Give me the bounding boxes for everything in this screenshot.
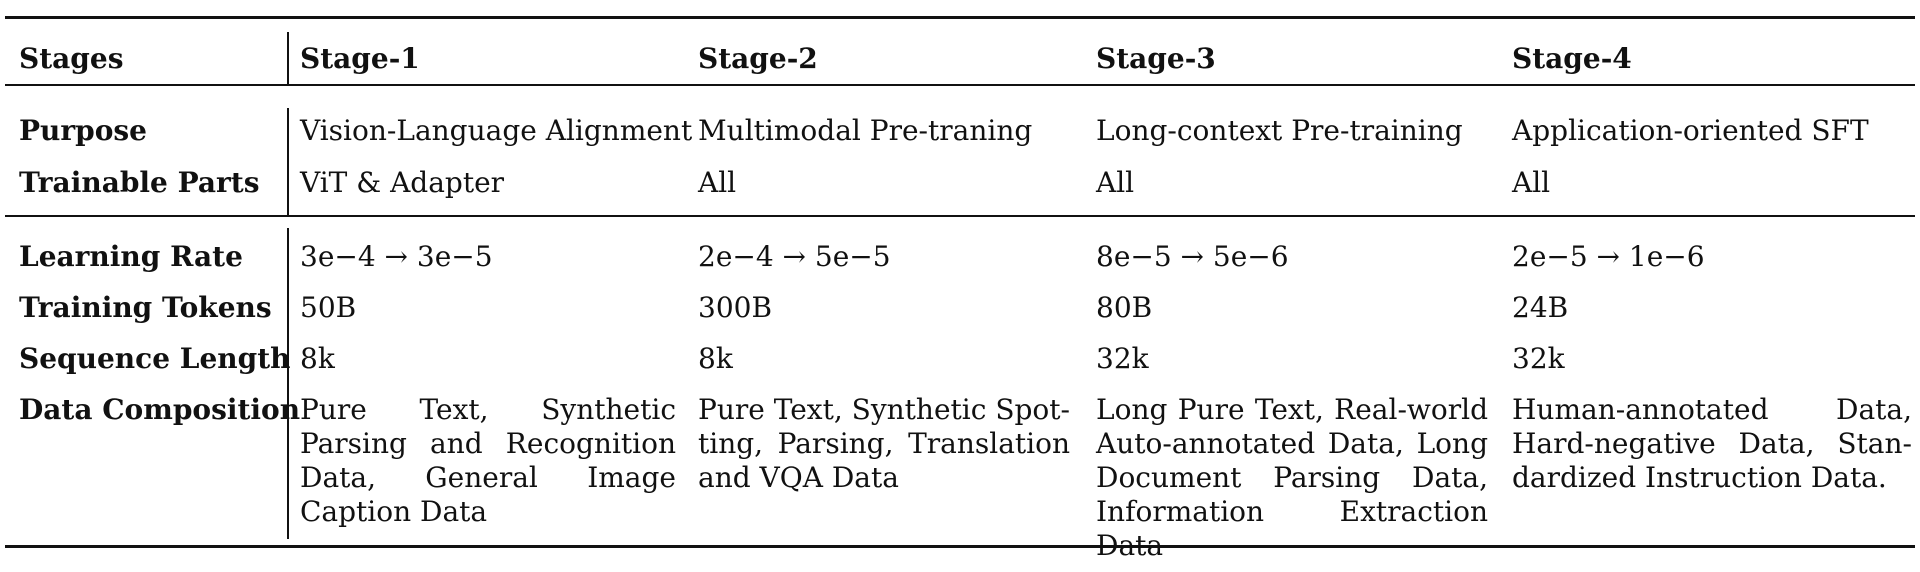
trainable-parts-stage-2: All bbox=[698, 166, 737, 199]
learning-rate-stage-1: 3e−4 → 3e−5 bbox=[300, 240, 493, 273]
trainable-parts-stage-1: ViT & Adapter bbox=[300, 166, 505, 199]
sequence-length-stage-4: 32k bbox=[1512, 342, 1565, 375]
row-label-training-tokens: Training Tokens bbox=[19, 291, 272, 324]
data-composition-stage-3: Long Pure Text, Real-world Auto-annotated Data, Long Document Parsing Data, Information Extraction Data bbox=[1096, 393, 1488, 562]
trainable-parts-stage-3: All bbox=[1096, 166, 1135, 199]
row-label-trainable-parts: Trainable Parts bbox=[19, 166, 260, 199]
top-rule bbox=[5, 16, 1915, 19]
training-tokens-stage-4: 24B bbox=[1512, 291, 1569, 324]
purpose-stage-3: Long-context Pre-training bbox=[1096, 114, 1463, 147]
row-label-learning-rate: Learning Rate bbox=[19, 240, 243, 273]
row-label-data-composition: Data Composition bbox=[19, 393, 301, 426]
data-composition-stage-1: Pure Text, Synthetic Parsing and Recognition Data, General Image Caption Data bbox=[300, 393, 676, 528]
section2-column-divider bbox=[287, 228, 289, 539]
header-stage-2: Stage-2 bbox=[698, 42, 818, 75]
header-rule bbox=[5, 84, 1915, 86]
row-label-sequence-length: Sequence Length bbox=[19, 342, 291, 375]
learning-rate-stage-4: 2e−5 → 1e−6 bbox=[1512, 240, 1705, 273]
header-stages: Stages bbox=[19, 42, 124, 75]
header-stage-1: Stage-1 bbox=[300, 42, 420, 75]
header-stage-3: Stage-3 bbox=[1096, 42, 1216, 75]
data-composition-stage-4: Human-annotated Data, Hard-negative Data, Standardized Instruction Data. bbox=[1512, 393, 1912, 494]
section1-column-divider bbox=[287, 108, 289, 215]
sequence-length-stage-2: 8k bbox=[698, 342, 733, 375]
sequence-length-stage-3: 32k bbox=[1096, 342, 1149, 375]
bottom-rule bbox=[5, 545, 1915, 548]
header-column-divider bbox=[287, 32, 289, 84]
learning-rate-stage-3: 8e−5 → 5e−6 bbox=[1096, 240, 1289, 273]
header-stage-4: Stage-4 bbox=[1512, 42, 1632, 75]
row-label-purpose: Purpose bbox=[19, 114, 147, 147]
training-tokens-stage-3: 80B bbox=[1096, 291, 1153, 324]
purpose-stage-1: Vision-Language Alignment bbox=[300, 114, 693, 147]
learning-rate-stage-2: 2e−4 → 5e−5 bbox=[698, 240, 891, 273]
training-tokens-stage-2: 300B bbox=[698, 291, 773, 324]
trainable-parts-stage-4: All bbox=[1512, 166, 1551, 199]
training-tokens-stage-1: 50B bbox=[300, 291, 357, 324]
data-composition-stage-2: Pure Text, Synthetic Spotting, Parsing, Translation and VQA Data bbox=[698, 393, 1071, 494]
sequence-length-stage-1: 8k bbox=[300, 342, 335, 375]
mid-rule bbox=[5, 215, 1915, 217]
purpose-stage-2: Multimodal Pre-traning bbox=[698, 114, 1033, 147]
purpose-stage-4: Application-oriented SFT bbox=[1512, 114, 1869, 147]
